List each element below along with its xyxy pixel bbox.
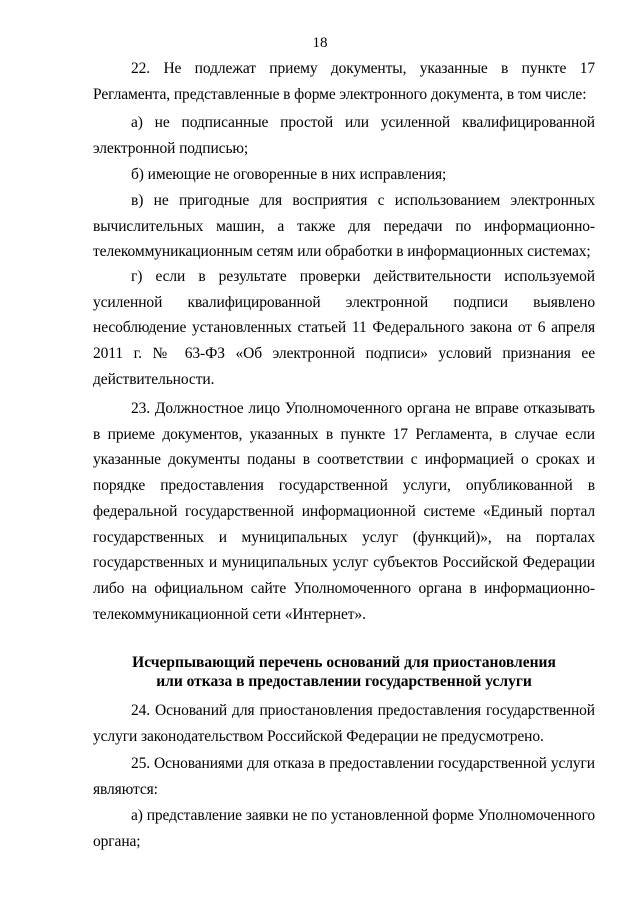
paragraph-22a: а) не подписанные простой или усиленной квалифицированной электронной подписью; xyxy=(93,114,595,157)
paragraph-22b: б) имеющие не оговоренные в них исправления; xyxy=(131,166,447,183)
paragraph-22: 22. Не подлежат приему документы, указанные в пункте 17 Регламента, представленные в форме электронного документа, в том числе: xyxy=(93,60,595,103)
section-heading-line-2: или отказа в предоставлении государственной услуги xyxy=(156,673,532,690)
paragraph-25a: а) представление заявки не по установленной форме Уполномоченного органа; xyxy=(93,807,595,850)
section-heading-line-1: Исчерпывающий перечень оснований для приостановления xyxy=(132,654,556,671)
paragraph-22g: г) если в результате проверки действительности используемой усиленной квалифицированной электронной подписи выявлено несоблюдение установленных статьей 11 Федерального закона от 6 апреля 2011 г. № 63-ФЗ «Об электронной подписи» условий признания ее действительности. xyxy=(93,268,595,388)
paragraph-25: 25. Основаниями для отказа в предоставлении государственной услуги являются: xyxy=(93,755,595,798)
paragraph-24: 24. Оснований для приостановления предоставления государственной услуги законодательством Российской Федерации не предусмотрено. xyxy=(93,702,595,745)
paragraph-23: 23. Должностное лицо Уполномоченного органа не вправе отказывать в приеме документов, указанных в пункте 17 Регламента, в случае если указанные документы поданы в соответствии с информацией о сроках и порядке предоставления государственной услуги, опубликованной в федеральной государственной информационной системе «Единый портал государственных и муниципальных услуг (функций)», на порталах государственных и муниципальных услуг субъектов Российской Федерации либо на официальном сайте Уполномоченного органа в информационно-телекоммуникационной сети «Интернет». xyxy=(93,400,595,623)
paragraph-22v: в) не пригодные для восприятия с использованием электронных вычислительных машин, а также для передачи по информационно-телекоммуникационным сетям или обработки в информационных системах; xyxy=(93,192,595,261)
section-heading xyxy=(93,653,595,691)
page-number: 18 xyxy=(312,35,328,51)
